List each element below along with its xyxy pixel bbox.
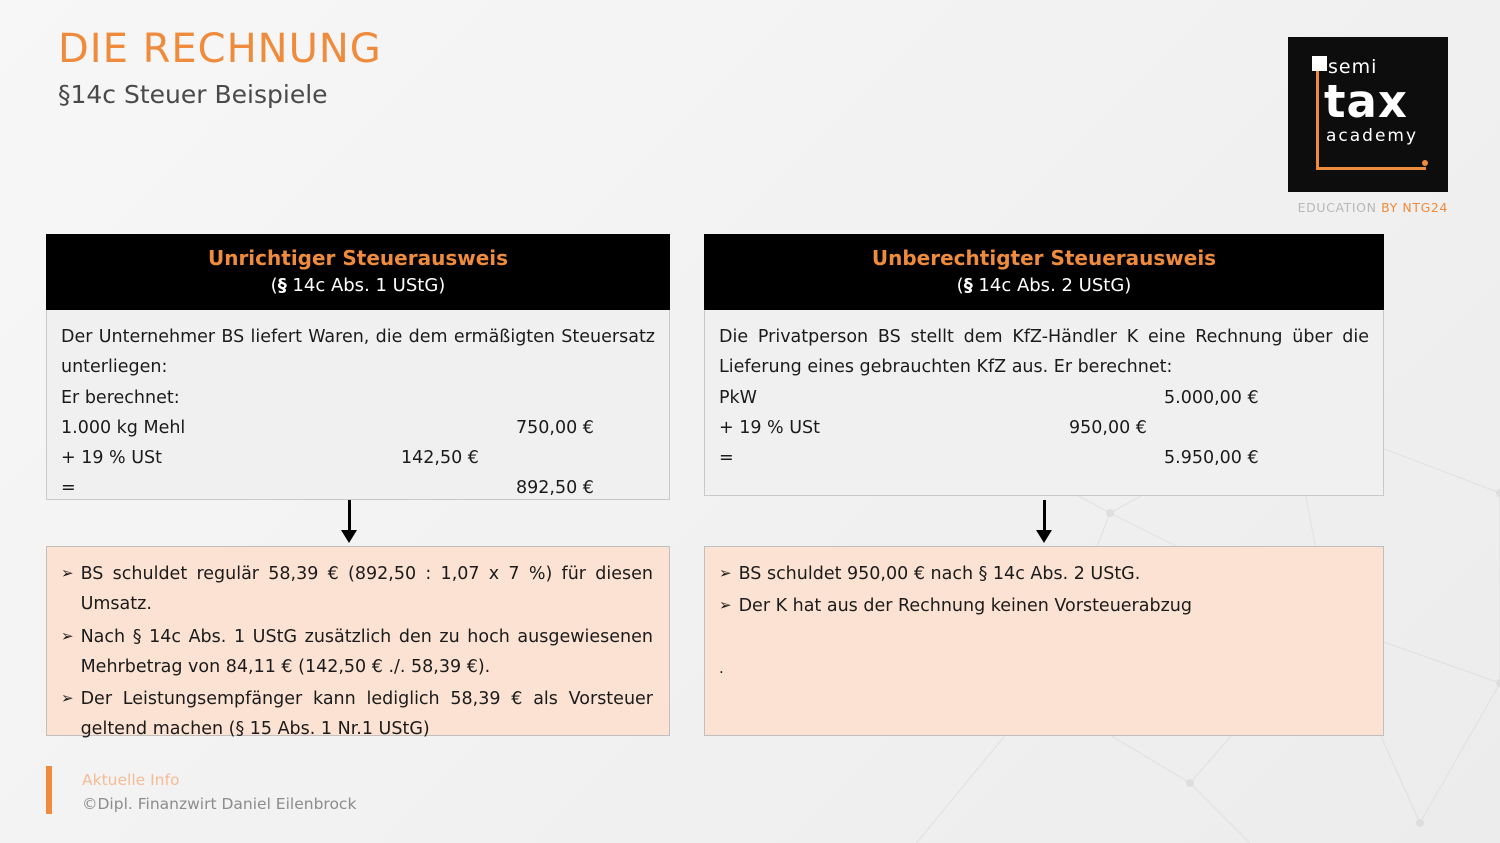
education-prefix: EDUCATION bbox=[1297, 200, 1382, 215]
bullet-arrow-icon: ➢ bbox=[719, 564, 732, 582]
right-card-subtitle bbox=[711, 274, 1377, 297]
footer-line-1: Aktuelle Info bbox=[82, 771, 180, 789]
bullet-arrow-icon: ➢ bbox=[61, 564, 74, 582]
list-item bbox=[719, 591, 1367, 621]
left-amount-row-2 bbox=[61, 443, 655, 473]
right-row-3-label: = bbox=[719, 447, 734, 468]
logo-text-semi: semi bbox=[1328, 55, 1378, 78]
left-card-header bbox=[46, 234, 670, 310]
left-sub-open: ( bbox=[270, 275, 278, 296]
left-column bbox=[46, 234, 670, 500]
left-row-3-amount: 892,50 € bbox=[516, 477, 594, 498]
title-block bbox=[58, 26, 382, 110]
left-amount-row-1 bbox=[61, 413, 655, 443]
right-amount-row-1 bbox=[719, 383, 1369, 413]
left-arrow-down-icon bbox=[330, 500, 370, 546]
left-amount-row-3 bbox=[61, 473, 655, 503]
paragraph-symbol: § bbox=[277, 275, 287, 296]
bullet-arrow-icon: ➢ bbox=[61, 689, 74, 708]
paragraph-symbol: § bbox=[963, 275, 973, 296]
left-result-1: BS schuldet regulär 58,39 € (892,50 : 1,07 x 7 %) für diesen Umsatz. bbox=[80, 564, 653, 615]
right-column bbox=[704, 234, 1384, 496]
footer bbox=[82, 768, 356, 816]
footer-accent-bar bbox=[46, 766, 52, 814]
left-result-2: Nach § 14c Abs. 1 UStG zusätzlich den zu hoch ausgewiesenen Mehrbetrag von 84,11 € (142,50 € ./. 58,39 €). bbox=[80, 626, 653, 677]
list-item bbox=[719, 559, 1367, 589]
bullet-arrow-icon: ➢ bbox=[719, 596, 732, 615]
right-intro-1: Die Privatperson BS stellt dem KfZ-Händler K eine Rechnung über die Lieferung eines gebrauchten KfZ aus. Er berechnet: bbox=[719, 327, 1369, 378]
right-amount-row-3 bbox=[719, 443, 1369, 473]
left-row-1-label: 1.000 kg Mehl bbox=[61, 417, 186, 438]
list-item bbox=[61, 684, 653, 745]
left-card-body bbox=[46, 310, 670, 500]
right-trailing-dot: . bbox=[719, 658, 724, 677]
page-title: DIE RECHNUNG bbox=[58, 26, 382, 72]
left-row-1-amount: 750,00 € bbox=[516, 417, 594, 438]
right-card-title: Unberechtigter Steuerausweis bbox=[871, 246, 1217, 270]
right-row-1-label: PkW bbox=[719, 387, 757, 408]
bullet-arrow-icon: ➢ bbox=[61, 626, 74, 645]
right-amount-row-2 bbox=[719, 413, 1369, 443]
list-item bbox=[61, 559, 653, 620]
right-result-1: BS schuldet 950,00 € nach § 14c Abs. 2 UStG. bbox=[738, 564, 1141, 584]
left-card-title: Unrichtiger Steuerausweis bbox=[207, 246, 509, 270]
right-sub-rest: 14c Abs. 2 UStG bbox=[972, 275, 1125, 296]
footer-line-2: ©Dipl. Finanzwirt Daniel Eilenbrock bbox=[82, 795, 357, 814]
page-subtitle: §14c Steuer Beispiele bbox=[58, 80, 328, 109]
left-row-2-amount: 142,50 € bbox=[401, 447, 479, 468]
education-byline bbox=[1190, 200, 1448, 215]
left-sub-close: ) bbox=[438, 275, 446, 296]
left-sub-rest: 14c Abs. 1 UStG bbox=[286, 275, 439, 296]
education-brand: BY NTG24 bbox=[1381, 200, 1448, 215]
right-row-2-amount: 950,00 € bbox=[1069, 417, 1147, 438]
left-result-3: Der Leistungsempfänger kann lediglich 58,39 € als Vorsteuer geltend machen (§ 15 Abs. 1 Nr.1 UStG) bbox=[80, 689, 653, 740]
right-row-2-label: + 19 % USt bbox=[719, 417, 821, 438]
right-result-2: Der K hat aus der Rechnung keinen Vorsteuerabzug bbox=[738, 596, 1192, 617]
list-item bbox=[61, 622, 653, 683]
left-row-2-label: + 19 % USt bbox=[61, 447, 163, 468]
right-arrow-down-icon bbox=[1025, 500, 1065, 546]
right-row-1-amount: 5.000,00 € bbox=[1164, 387, 1259, 408]
right-result-box bbox=[704, 546, 1384, 736]
left-intro-2: Er berechnet: bbox=[61, 387, 180, 408]
left-intro-1: Der Unternehmer BS liefert Waren, die dem ermäßigten Steuersatz unterliegen: bbox=[61, 327, 655, 378]
left-card-subtitle bbox=[53, 274, 663, 297]
right-sub-close: ) bbox=[1124, 275, 1132, 296]
left-row-3-label: = bbox=[61, 477, 76, 498]
logo-dot-icon bbox=[1422, 160, 1428, 166]
logo bbox=[1288, 37, 1448, 192]
right-row-3-amount: 5.950,00 € bbox=[1164, 447, 1259, 468]
logo-text-academy: academy bbox=[1326, 125, 1419, 146]
right-card-body bbox=[704, 310, 1384, 496]
logo-text-tax: tax bbox=[1324, 74, 1408, 128]
left-result-box bbox=[46, 546, 670, 740]
right-card-header bbox=[704, 234, 1384, 310]
right-sub-open: ( bbox=[956, 275, 964, 296]
